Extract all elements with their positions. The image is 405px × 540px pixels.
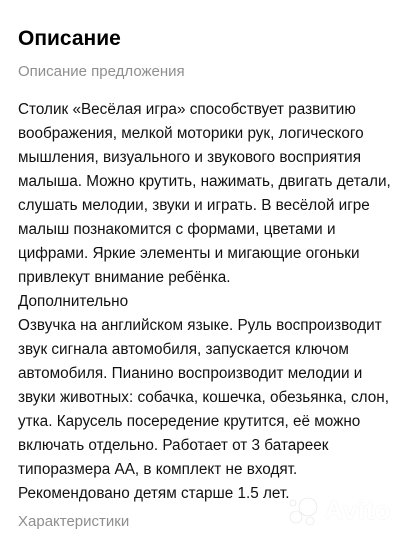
- description-line: автомобиля. Пианино воспроизводит мелодии и: [18, 365, 363, 382]
- description-line: Столик «Весёлая игра» способствует развитию: [18, 101, 356, 118]
- description-line: Озвучка на английском языке. Руль воспроизводит: [18, 317, 382, 334]
- description-line: Дополнительно: [18, 293, 129, 310]
- description-line: звук сигнала автомобиля, запускается ключом: [18, 341, 349, 358]
- description-line: малыша. Можно крутить, нажимать, двигать детали,: [18, 173, 391, 190]
- avito-logo-icon: [286, 496, 320, 526]
- description-line: мышления, визуального и звукового восприятия: [18, 149, 361, 166]
- description-line: малыш познакомится с формами, цветами и: [18, 221, 336, 238]
- description-line: воображения, мелкой моторики рук, логического: [18, 125, 364, 142]
- description-text: [18, 98, 398, 506]
- description-line: цифрами. Яркие элементы и мигающие огоньки: [18, 245, 360, 262]
- section-subtitle: Описание предложения: [18, 63, 185, 80]
- description-line: типоразмера АА, в комплект не входят.: [18, 461, 298, 478]
- description-line: слушать мелодии, звуки и играть. В весёлой игре: [18, 197, 370, 214]
- description-line: утка. Карусель посередение крутится, её можно: [18, 413, 361, 430]
- description-line: звуки животных: собачка, кошечка, обезьянка, слон,: [18, 389, 389, 406]
- watermark-text: Avito: [324, 495, 391, 525]
- description-line: включать отдельно. Работает от 3 батареек: [18, 437, 329, 454]
- characteristics-label[interactable]: Характеристики: [18, 513, 130, 530]
- section-title: Описание: [18, 27, 121, 50]
- description-line: Рекомендовано детям старше 1.5 лет.: [18, 485, 290, 502]
- avito-watermark: [286, 495, 391, 526]
- description-line: привлекут внимание ребёнка.: [18, 269, 231, 286]
